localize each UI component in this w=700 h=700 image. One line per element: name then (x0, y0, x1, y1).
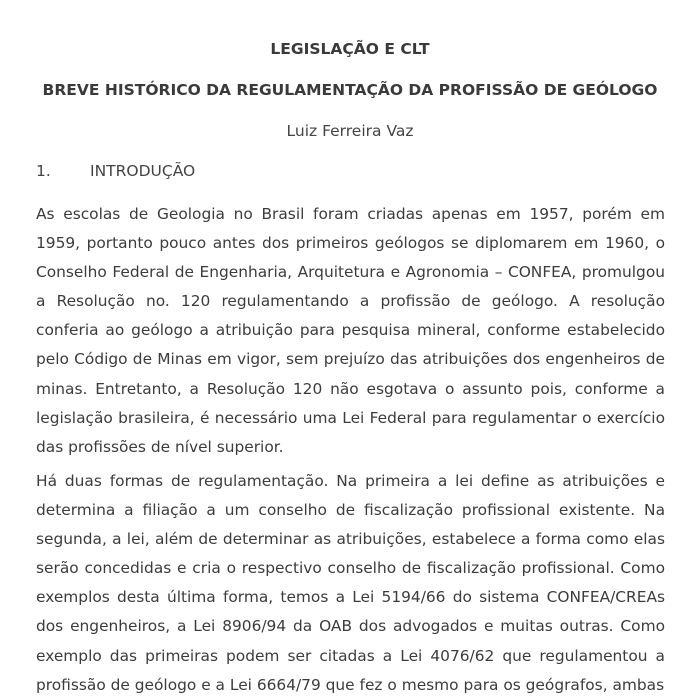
author-name: Luiz Ferreira Vaz (286, 122, 414, 140)
section-title: INTRODUÇÃO (90, 162, 196, 180)
paragraph-1: As escolas de Geologia no Brasil foram criadas apenas em 1957, porém em 1959, portanto pouco antes dos primeiros geólogos se diplomarem em 1960, o Conselho Federal de Engenharia, Arquitetura e Agronomia – CONFEA, promulgou a Resolução no. 120 regulamentando a profissão de geólogo. A resolução conferia ao geólogo a atribuição para pesquisa mineral, conforme estabelecido pelo Código de Minas em vigor, sem prejuízo das atribuições dos engenheiros de minas. Entretanto, a Resolução 120 não esgotava o assunto pois, conforme a legislação brasileira, é necessário uma Lei Federal para regulamentar o exercício das profissões de nível superior. (36, 205, 665, 456)
document-subtitle: BREVE HISTÓRICO DA REGULAMENTAÇÃO DA PROFISSÃO DE GEÓLOGO (42, 81, 658, 99)
document-title: LEGISLAÇÃO E CLT (270, 40, 430, 58)
paragraph-2: Há duas formas de regulamentação. Na primeira a lei define as atribuições e determina a filiação a um conselho de fiscalização profissional existente. Na segunda, a lei, além de determinar as atribuições, estabelece a forma como elas serão concedidas e cria o respectivo conselho de fiscalização profissional. Como exemplos desta última forma, temos a Lei 5194/66 do sistema CONFEA/CREAs dos engenheiros, a Lei 8906/94 da OAB dos advogados e muitas outras. Como exemplo das primeiras podem ser citadas a Lei 4076/62 que regulamentou a profissão de geólogo e a Lei 6664/79 que fez o mesmo para os geógrafos, ambas (36, 472, 665, 694)
section-number: 1. (36, 162, 51, 180)
